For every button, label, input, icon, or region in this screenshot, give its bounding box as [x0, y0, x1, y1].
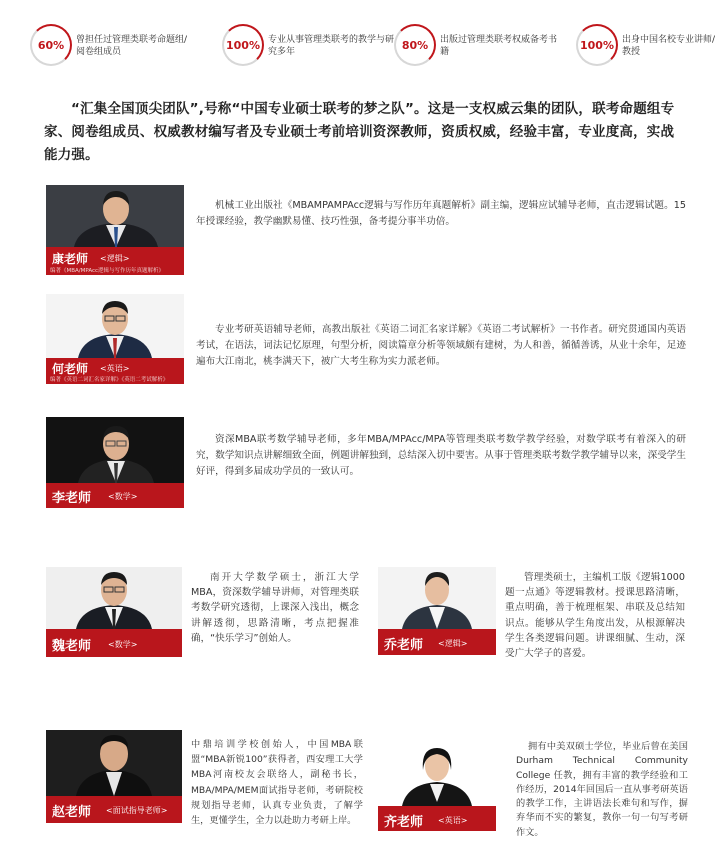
teacher-description: 机械工业出版社《MBAMPAMPAcc逻辑与写作历年真题解析》副主编，逻辑应试辅导老师，直击逻辑试题。15年授课经验，教学幽默易懂、技巧性强，备考提分事半功倍。: [196, 200, 686, 227]
teacher-description: 拥有中美双硕士学位，毕业后曾在美国Durham Technical Community College 任教，拥有丰富的教学经验和工作经历，2014年回国后一直从事考研英语的教学工作，主讲语法长难句和写作，摒弃华而不实的繁复，教你一句一句写考研作文。: [516, 741, 688, 838]
stat-text: 出身中国名校专业讲师/教授: [622, 35, 716, 57]
teacher-subject: <逻辑>: [100, 254, 130, 263]
teacher-subject: <逻辑>: [438, 639, 468, 648]
teacher-name: 李老师: [52, 491, 92, 506]
stat-text: 出版过管理类联考权威备考书籍: [440, 35, 558, 57]
teacher-note: 编著《英语二词汇名家详解》《英语二考试解析》: [50, 377, 169, 383]
teacher-name: 康老师: [52, 252, 89, 266]
teacher-name-bar: [46, 796, 182, 823]
teacher-name: 赵老师: [52, 805, 92, 820]
stat-text: 曾担任过管理类联考命题组/阅卷组成员: [76, 35, 188, 57]
teacher-name-bar: [378, 806, 496, 831]
teacher-photo: [46, 417, 184, 483]
teacher-name-bar: [46, 247, 184, 275]
teacher-photo: [46, 730, 182, 796]
teacher-name: 魏老师: [52, 639, 92, 654]
teacher-name: 何老师: [52, 362, 89, 376]
intro-paragraph: “汇集全国顶尖团队”,号称“中国专业硕士联考的梦之队”。这是一支权威云集的团队，联考命题组专家、阅卷组成员、权威教材编写者及专业硕士考前培训资深教师，资质权威，经验丰富，专业度高，实战能力强。: [44, 101, 675, 163]
teacher-photo: [378, 567, 496, 629]
teacher-subject: <英语>: [100, 364, 130, 373]
teacher-name-bar: [46, 629, 182, 657]
stat-ring: 80%: [394, 24, 436, 66]
teacher-name: 齐老师: [384, 815, 424, 830]
teacher-subject: <数学>: [108, 492, 138, 501]
teacher-name-bar: [46, 483, 184, 508]
teacher-subject: <数学>: [108, 640, 138, 649]
stat-text: 专业从事管理类联考的教学与研究多年: [268, 35, 395, 57]
teacher-subject: <英语>: [438, 816, 468, 825]
teacher-description: 资深MBA联考数学辅导老师，多年MBA/MPAcc/MPA等管理类联考数学教学经验，对数学联考有着深入的研究，数学知识点讲解细致全面，例题讲解独到，总结深入切中要害。从事于管理类联考数学教学辅导以来，深受学生好评，得到多届成功学员的一致认可。: [196, 434, 686, 477]
teacher-description: 南开大学数学硕士，浙江大学MBA，资深数学辅导讲师，对管理类联考数学研究透彻，上课深入浅出，概念讲解透彻，思路清晰，考点把握准确，“快乐学习”创始人。: [191, 572, 359, 644]
teacher-photo: [378, 740, 496, 806]
stat-ring: 100%: [222, 24, 264, 66]
teacher-description: 专业考研英语辅导老师，高教出版社《英语二词汇名家详解》《英语二考试解析》一书作者。研究贯通国内英语考试，在语法，词法记忆原理，句型分析，阅读篇章分析等领域颇有建树，为人和善，循循善诱，从业十余年，足迹遍布大江南北，桃李满天下，被广大考生称为实力派老师。: [196, 324, 686, 367]
teacher-description: 管理类硕士，主编机工版《逻辑1000题一点通》等逻辑教材。授课思路清晰，重点明确，善于梳理框架、串联及总结知识点。能够从学生角度出发，从根源解决学生各类逻辑问题。讲课细腻、生动，深受广大学子的喜爱。: [505, 572, 685, 660]
teacher-description: 中鼎培训学校创始人，中国MBA联盟“MBA新锐100”获得者，西安理工大学MBA河南校友会联络人，副秘书长，MBA/MPA/MEM面试指导老师，考研院校规划指导老师，认真专业负责，了解学生，更懂学生，全力以赴助力考研上岸。: [191, 739, 363, 827]
teacher-name-bar: [46, 358, 184, 384]
stat-ring: 100%: [576, 24, 618, 66]
teacher-name-bar: [378, 629, 496, 655]
teacher-photo: [46, 185, 184, 247]
teacher-photo: [46, 567, 182, 629]
teacher-subject: <面试指导老师>: [106, 806, 168, 815]
teacher-note: 编著《MBA/MPAcc逻辑与写作历年真题解析》: [50, 268, 165, 274]
teacher-name: 乔老师: [384, 638, 424, 653]
stat-ring: 60%: [30, 24, 72, 66]
teacher-photo: [46, 294, 184, 358]
